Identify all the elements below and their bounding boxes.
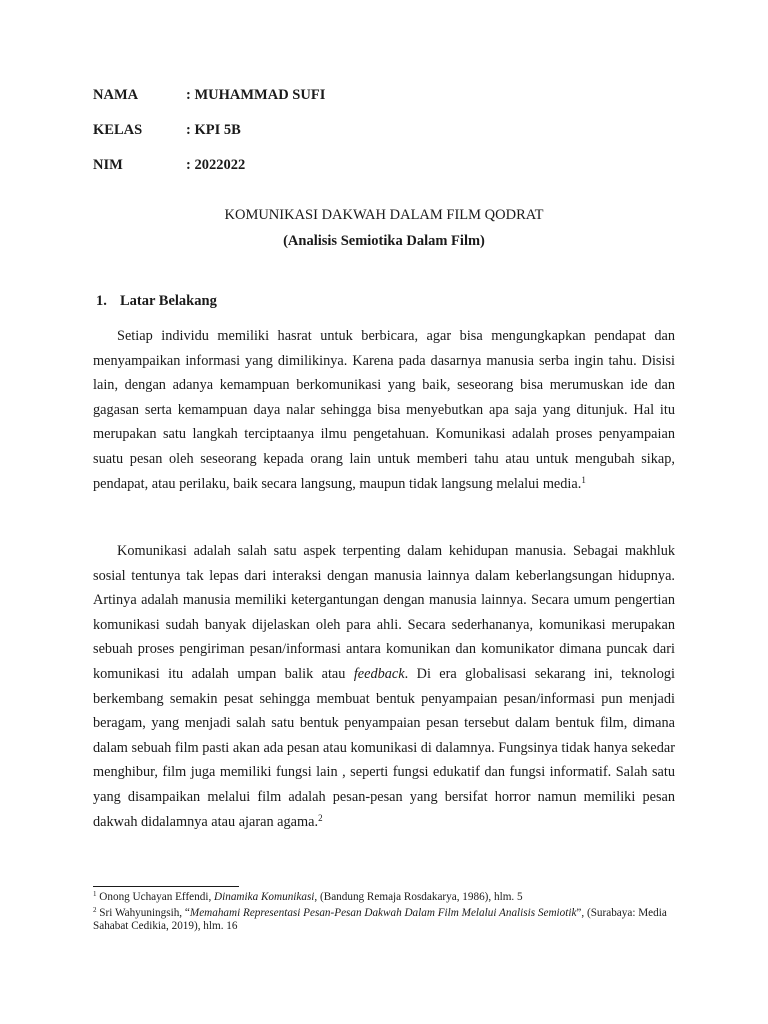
footnote-2-marker: 2 — [93, 906, 97, 914]
name-label: NAMA — [93, 87, 139, 103]
paragraph-2-text-a: Komunikasi adalah salah satu aspek terpenting dalam kehidupan manusia. Sebagai makhluk sosial tentunya tak lepas dari interaksi dengan manusia lainnya dalam keberlangsungan hidupnya. Artinya adalah manusia memiliki ketergantungan dengan manusia lainnya. Secara umum pengertian komunikasi sudah banyak dijelaskan oleh para ahli. Secara sederhananya, komunikasi merupakan sebuah proses pengiriman pesan/informasi antara komunikan dan komunikator dimana puncak dari komunikasi itu adalah umpan balik atau — [93, 543, 675, 682]
footnote-1-marker: 1 — [93, 890, 97, 898]
footnote-2-text-b: ”, (Surabaya: Media Sahabat Cedikia, 2019), hlm. 16 — [93, 907, 667, 933]
section-title: Latar Belakang — [120, 293, 217, 309]
footnote-2 — [93, 907, 675, 933]
footnote-ref-1[interactable]: 1 — [581, 474, 586, 485]
paragraph-1 — [93, 324, 675, 496]
nim-label: NIM — [93, 157, 123, 173]
nim-value: : 2022022 — [186, 157, 246, 173]
document-title: KOMUNIKASI DAKWAH DALAM FILM QODRAT — [224, 207, 544, 223]
footnote-2-work-title: Memahami Representasi Pesan-Pesan Dakwah Dalam Film Melalui Analisis Semiotik — [189, 907, 577, 919]
footnote-2-text-a: Sri Wahyuningsih, “ — [96, 907, 190, 919]
footnote-ref-2[interactable]: 2 — [318, 812, 323, 823]
name-value: : MUHAMMAD SUFI — [186, 87, 326, 103]
section-heading — [96, 293, 217, 310]
class-label: KELAS — [93, 122, 143, 138]
section-number: 1. — [96, 293, 107, 309]
footnote-1 — [93, 891, 675, 904]
paragraph-2-text-b: . Di era globalisasi sekarang ini, teknologi berkembang semakin pesat sehingga membuat bentuk penyampaian pesan/informasi pun menjadi beragam, yang menjadi salah satu bentuk penyampaian pesan tersebut dalam bentuk film, dimana dalam sebuah film pasti akan ada pesan atau komunikasi di dalamnya. Fungsinya tidak hanya sekedar menghibur, film juga memiliki fungsi lain , seperti fungsi edukatif dan fungsi informatif. Salah satu yang disampaikan melalui film adalah pesan-pesan yang bersifat horror namun memiliki pesan dakwah didalamnya atau ajaran agama. — [93, 665, 675, 830]
class-value: : KPI 5B — [186, 122, 241, 138]
footnote-1-text-b: , (Bandung Remaja Rosdakarya, 1986), hlm. 5 — [314, 891, 523, 903]
footnote-1-text-a: Onong Uchayan Effendi, — [96, 891, 215, 903]
footnote-1-book-title: Dinamika Komunikasi — [214, 891, 315, 903]
paragraph-2 — [93, 539, 675, 834]
paragraph-1-text: Setiap individu memiliki hasrat untuk berbicara, agar bisa mengungkapkan pendapat dan menyampaikan informasi yang dimilikinya. Karena pada dasarnya manusia serba ingin tahu. Disisi lain, dengan adanya kemampuan berkomunikasi yang baik, seseorang bisa merumuskan ide dan gagasan serta kemampuan daya nalar sehingga bisa menyebutkan apa saja yang ditunjuk. Hal itu merupakan satu langkah terciptaanya ilmu pengetahuan. Komunikasi adalah proses penyampaian suatu pesan oleh seseorang kepada orang lain untuk memberi tahu atau untuk mengubah sikap, pendapat, atau perilaku, baik secara langsung, maupun tidak langsung melalui media. — [93, 328, 675, 492]
document-subtitle: (Analisis Semiotika Dalam Film) — [283, 233, 485, 249]
footnote-separator — [93, 886, 239, 887]
paragraph-2-italic-term: feedback — [353, 665, 405, 682]
